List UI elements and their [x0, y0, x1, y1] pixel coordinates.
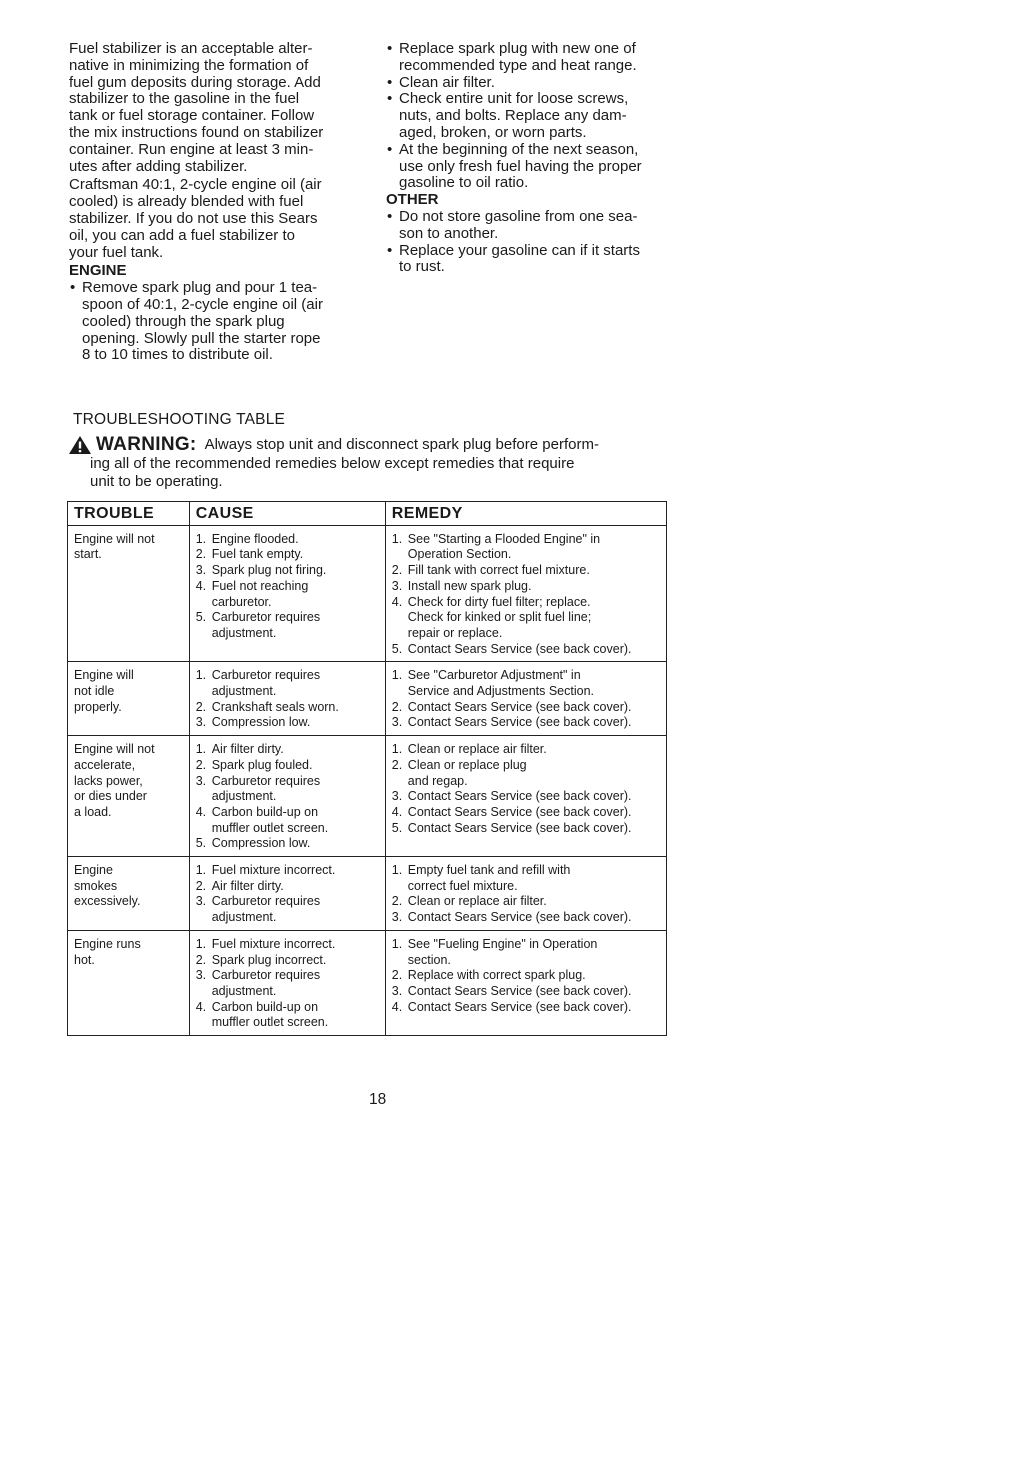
remedy-item — [392, 984, 660, 1000]
item-number: 4. — [391, 594, 403, 609]
remedy-item — [392, 937, 660, 968]
left-text-column — [69, 41, 369, 364]
table-row — [68, 662, 667, 736]
item-text: Fuel mixture incorrect. — [211, 936, 336, 951]
item-number: 1. — [195, 742, 207, 757]
remedy-item — [392, 700, 660, 716]
item-number: 5. — [195, 610, 207, 625]
remedy-item — [392, 742, 660, 758]
cause-item — [196, 836, 379, 852]
item-text: Contact Sears Service (see back cover). — [407, 999, 632, 1014]
cause-item — [196, 937, 379, 953]
item-number: 2. — [195, 878, 207, 893]
item-text: Crankshaft seals worn. — [211, 699, 339, 714]
item-number: 2. — [391, 699, 403, 714]
page-number: 18 — [369, 1091, 387, 1108]
storage-bullet-list — [386, 41, 686, 192]
cause-item — [196, 668, 379, 699]
item-number: 3. — [391, 715, 403, 730]
item-text: Install new spark plug. — [407, 578, 532, 593]
item-text: Carburetor requires adjustment. — [211, 894, 321, 925]
item-text: Compression low. — [211, 836, 311, 851]
item-text: Clean or replace air filter. — [407, 742, 547, 757]
item-number: 4. — [195, 999, 207, 1014]
item-number: 3. — [195, 894, 207, 909]
other-heading: OTHER — [386, 191, 439, 209]
trouble-cell: Engine will not start. — [68, 525, 190, 662]
storage-bullet-item: • Check entire unit for loose screws, nuts, and bolts. Replace any dam- aged, broken, or worn parts. — [386, 91, 686, 141]
warning-text-continued: ing all of the recommended remedies below except remedies that require unit to be operating. — [90, 455, 575, 490]
cause-item — [196, 547, 379, 563]
other-bullet-item: • Replace your gasoline can if it starts to rust. — [386, 243, 686, 277]
remedy-item — [392, 715, 660, 731]
item-number: 2. — [195, 952, 207, 967]
remedy-item — [392, 579, 660, 595]
storage-bullet-item: • At the beginning of the next season, use only fresh fuel having the proper gasoline to oil ratio. — [386, 142, 686, 192]
item-number: 2. — [195, 699, 207, 714]
item-number: 4. — [391, 804, 403, 819]
table-header-row — [68, 502, 667, 526]
remedy-item — [392, 1000, 660, 1016]
cause-item — [196, 953, 379, 969]
item-number: 4. — [391, 999, 403, 1014]
item-number: 1. — [391, 936, 403, 951]
remedy-cell — [385, 662, 666, 736]
item-number: 3. — [391, 983, 403, 998]
warning-text-first-line: Always stop unit and disconnect spark plug before perform- — [204, 436, 599, 454]
item-text: Carbon build-up on muffler outlet screen. — [211, 804, 329, 835]
fuel-stabilizer-paragraph: Fuel stabilizer is an acceptable alter- native in minimizing the formation of fuel gum deposits during storage. Add stabilizer to the gasoline in the fuel tank or fuel storage container. Follow the mix instructions found on stabilizer container. Run engine at least 3 min- utes after adding stabilizer. — [69, 40, 324, 175]
cause-item — [196, 894, 379, 925]
warning-triangle-icon — [68, 435, 92, 455]
item-number: 5. — [391, 820, 403, 835]
item-text: See "Starting a Flooded Engine" in Operation Section. — [407, 531, 601, 562]
item-number: 1. — [195, 531, 207, 546]
table-row — [68, 857, 667, 931]
cause-cell — [189, 525, 385, 662]
item-number: 5. — [391, 641, 403, 656]
right-text-column — [386, 41, 686, 276]
remedy-item — [392, 595, 660, 642]
remedy-item — [392, 894, 660, 910]
remedy-cell — [385, 525, 666, 662]
trouble-cell: Engine runs hot. — [68, 930, 190, 1035]
item-text: Air filter dirty. — [211, 742, 284, 757]
troubleshooting-table-body — [68, 525, 667, 1035]
remedy-item — [392, 821, 660, 837]
table-row — [68, 736, 667, 857]
item-number: 1. — [391, 863, 403, 878]
remedy-item — [392, 968, 660, 984]
item-number: 1. — [195, 863, 207, 878]
item-text: See "Fueling Engine" in Operation section. — [407, 936, 598, 967]
item-number: 2. — [391, 894, 403, 909]
remedy-item — [392, 758, 660, 789]
item-number: 2. — [195, 547, 207, 562]
cause-item — [196, 742, 379, 758]
item-text: Carburetor requires adjustment. — [211, 968, 321, 998]
item-number: 1. — [391, 742, 403, 757]
remedy-item — [392, 910, 660, 926]
item-text: Clean or replace plug and regap. — [407, 757, 527, 788]
item-text: Contact Sears Service (see back cover). — [407, 715, 632, 730]
remedy-cell — [385, 930, 666, 1035]
remedy-item — [392, 789, 660, 805]
cause-item — [196, 758, 379, 774]
remedy-item — [392, 863, 660, 894]
cause-cell — [189, 857, 385, 931]
item-text: Contact Sears Service (see back cover). — [407, 983, 632, 998]
table-row — [68, 930, 667, 1035]
item-number: 3. — [195, 563, 207, 578]
item-text: Carburetor requires adjustment. — [211, 668, 321, 699]
item-number: 3. — [391, 910, 403, 925]
item-text: Carburetor requires adjustment. — [211, 773, 321, 804]
item-number: 4. — [195, 578, 207, 593]
item-text: Fuel mixture incorrect. — [211, 863, 336, 878]
item-text: Engine flooded. — [211, 531, 299, 546]
cause-item — [196, 700, 379, 716]
trouble-cell: Engine smokes excessively. — [68, 857, 190, 931]
cause-column-header: CAUSE — [189, 502, 385, 526]
remedy-cell — [385, 857, 666, 931]
cause-item — [196, 715, 379, 731]
cause-item — [196, 532, 379, 548]
cause-item — [196, 1000, 379, 1031]
item-number: 2. — [391, 968, 403, 983]
other-bullet-list — [386, 209, 686, 276]
other-bullet-item: • Do not store gasoline from one sea- son to another. — [386, 209, 686, 243]
warning-label: WARNING: — [96, 434, 197, 456]
cause-cell — [189, 930, 385, 1035]
troubleshooting-table — [67, 501, 667, 1036]
troubleshooting-title: TROUBLESHOOTING TABLE — [73, 411, 286, 428]
item-number: 1. — [391, 531, 403, 546]
item-text: Contact Sears Service (see back cover). — [407, 699, 632, 714]
engine-heading: ENGINE — [69, 262, 127, 280]
item-text: Check for dirty fuel filter; replace. Check for kinked or split fuel line; repair or replace. — [407, 594, 592, 640]
item-text: See "Carburetor Adjustment" in Service and Adjustments Section. — [407, 668, 595, 699]
item-text: Fuel tank empty. — [211, 547, 304, 562]
item-text: Carburetor requires adjustment. — [211, 610, 321, 640]
item-number: 1. — [195, 936, 207, 951]
engine-bullet-item: • Remove spark plug and pour 1 tea- spoon of 40:1, 2-cycle engine oil (air cooled) through the spark plug opening. Slowly pull the starter rope 8 to 10 times to distribute oil. — [69, 280, 369, 364]
remedy-item — [392, 642, 660, 658]
item-text: Spark plug fouled. — [211, 757, 313, 772]
remedy-column-header: REMEDY — [385, 502, 666, 526]
cause-cell — [189, 736, 385, 857]
trouble-cell: Engine will not idle properly. — [68, 662, 190, 736]
item-number: 3. — [195, 968, 207, 983]
storage-bullet-item: • Clean air filter. — [386, 75, 686, 92]
cause-item — [196, 579, 379, 610]
item-number: 3. — [391, 578, 403, 593]
table-row — [68, 525, 667, 662]
item-number: 5. — [195, 836, 207, 851]
item-number: 3. — [195, 715, 207, 730]
cause-item — [196, 774, 379, 805]
item-text: Carbon build-up on muffler outlet screen. — [211, 999, 329, 1030]
cause-item — [196, 610, 379, 641]
item-number: 3. — [195, 773, 207, 788]
warning-block — [68, 435, 688, 490]
item-number: 2. — [195, 757, 207, 772]
cause-cell — [189, 662, 385, 736]
remedy-item — [392, 532, 660, 563]
item-number: 2. — [391, 757, 403, 772]
item-text: Contact Sears Service (see back cover). — [407, 804, 632, 819]
item-number: 4. — [195, 804, 207, 819]
item-number: 2. — [391, 563, 403, 578]
item-text: Contact Sears Service (see back cover). — [407, 820, 632, 835]
item-text: Contact Sears Service (see back cover). — [407, 910, 632, 925]
craftsman-oil-paragraph: Craftsman 40:1, 2-cycle engine oil (air cooled) is already blended with fuel stabilizer. If you do not use this Sears oil, you can add a fuel stabilizer to your fuel tank. — [69, 176, 322, 261]
item-text: Air filter dirty. — [211, 878, 284, 893]
trouble-cell: Engine will not accelerate, lacks power, or dies under a load. — [68, 736, 190, 857]
remedy-item — [392, 805, 660, 821]
item-number: 3. — [391, 789, 403, 804]
item-number: 1. — [391, 668, 403, 683]
item-text: Contact Sears Service (see back cover). — [407, 641, 632, 656]
remedy-cell — [385, 736, 666, 857]
remedy-item — [392, 563, 660, 579]
item-text: Compression low. — [211, 715, 311, 730]
item-text: Empty fuel tank and refill with correct fuel mixture. — [407, 863, 571, 893]
cause-item — [196, 563, 379, 579]
cause-item — [196, 879, 379, 895]
item-number: 1. — [195, 668, 207, 683]
engine-bullet-list — [69, 280, 369, 364]
trouble-column-header: TROUBLE — [68, 502, 190, 526]
item-text: Spark plug not firing. — [211, 563, 327, 578]
cause-item — [196, 863, 379, 879]
item-text: Contact Sears Service (see back cover). — [407, 789, 632, 804]
item-text: Fuel not reaching carburetor. — [211, 578, 309, 609]
item-text: Fill tank with correct fuel mixture. — [407, 563, 590, 578]
storage-bullet-item: • Replace spark plug with new one of recommended type and heat range. — [386, 41, 686, 75]
remedy-item — [392, 668, 660, 699]
cause-item — [196, 968, 379, 999]
item-text: Clean or replace air filter. — [407, 894, 547, 909]
item-text: Spark plug incorrect. — [211, 952, 327, 967]
item-text: Replace with correct spark plug. — [407, 968, 586, 983]
cause-item — [196, 805, 379, 836]
